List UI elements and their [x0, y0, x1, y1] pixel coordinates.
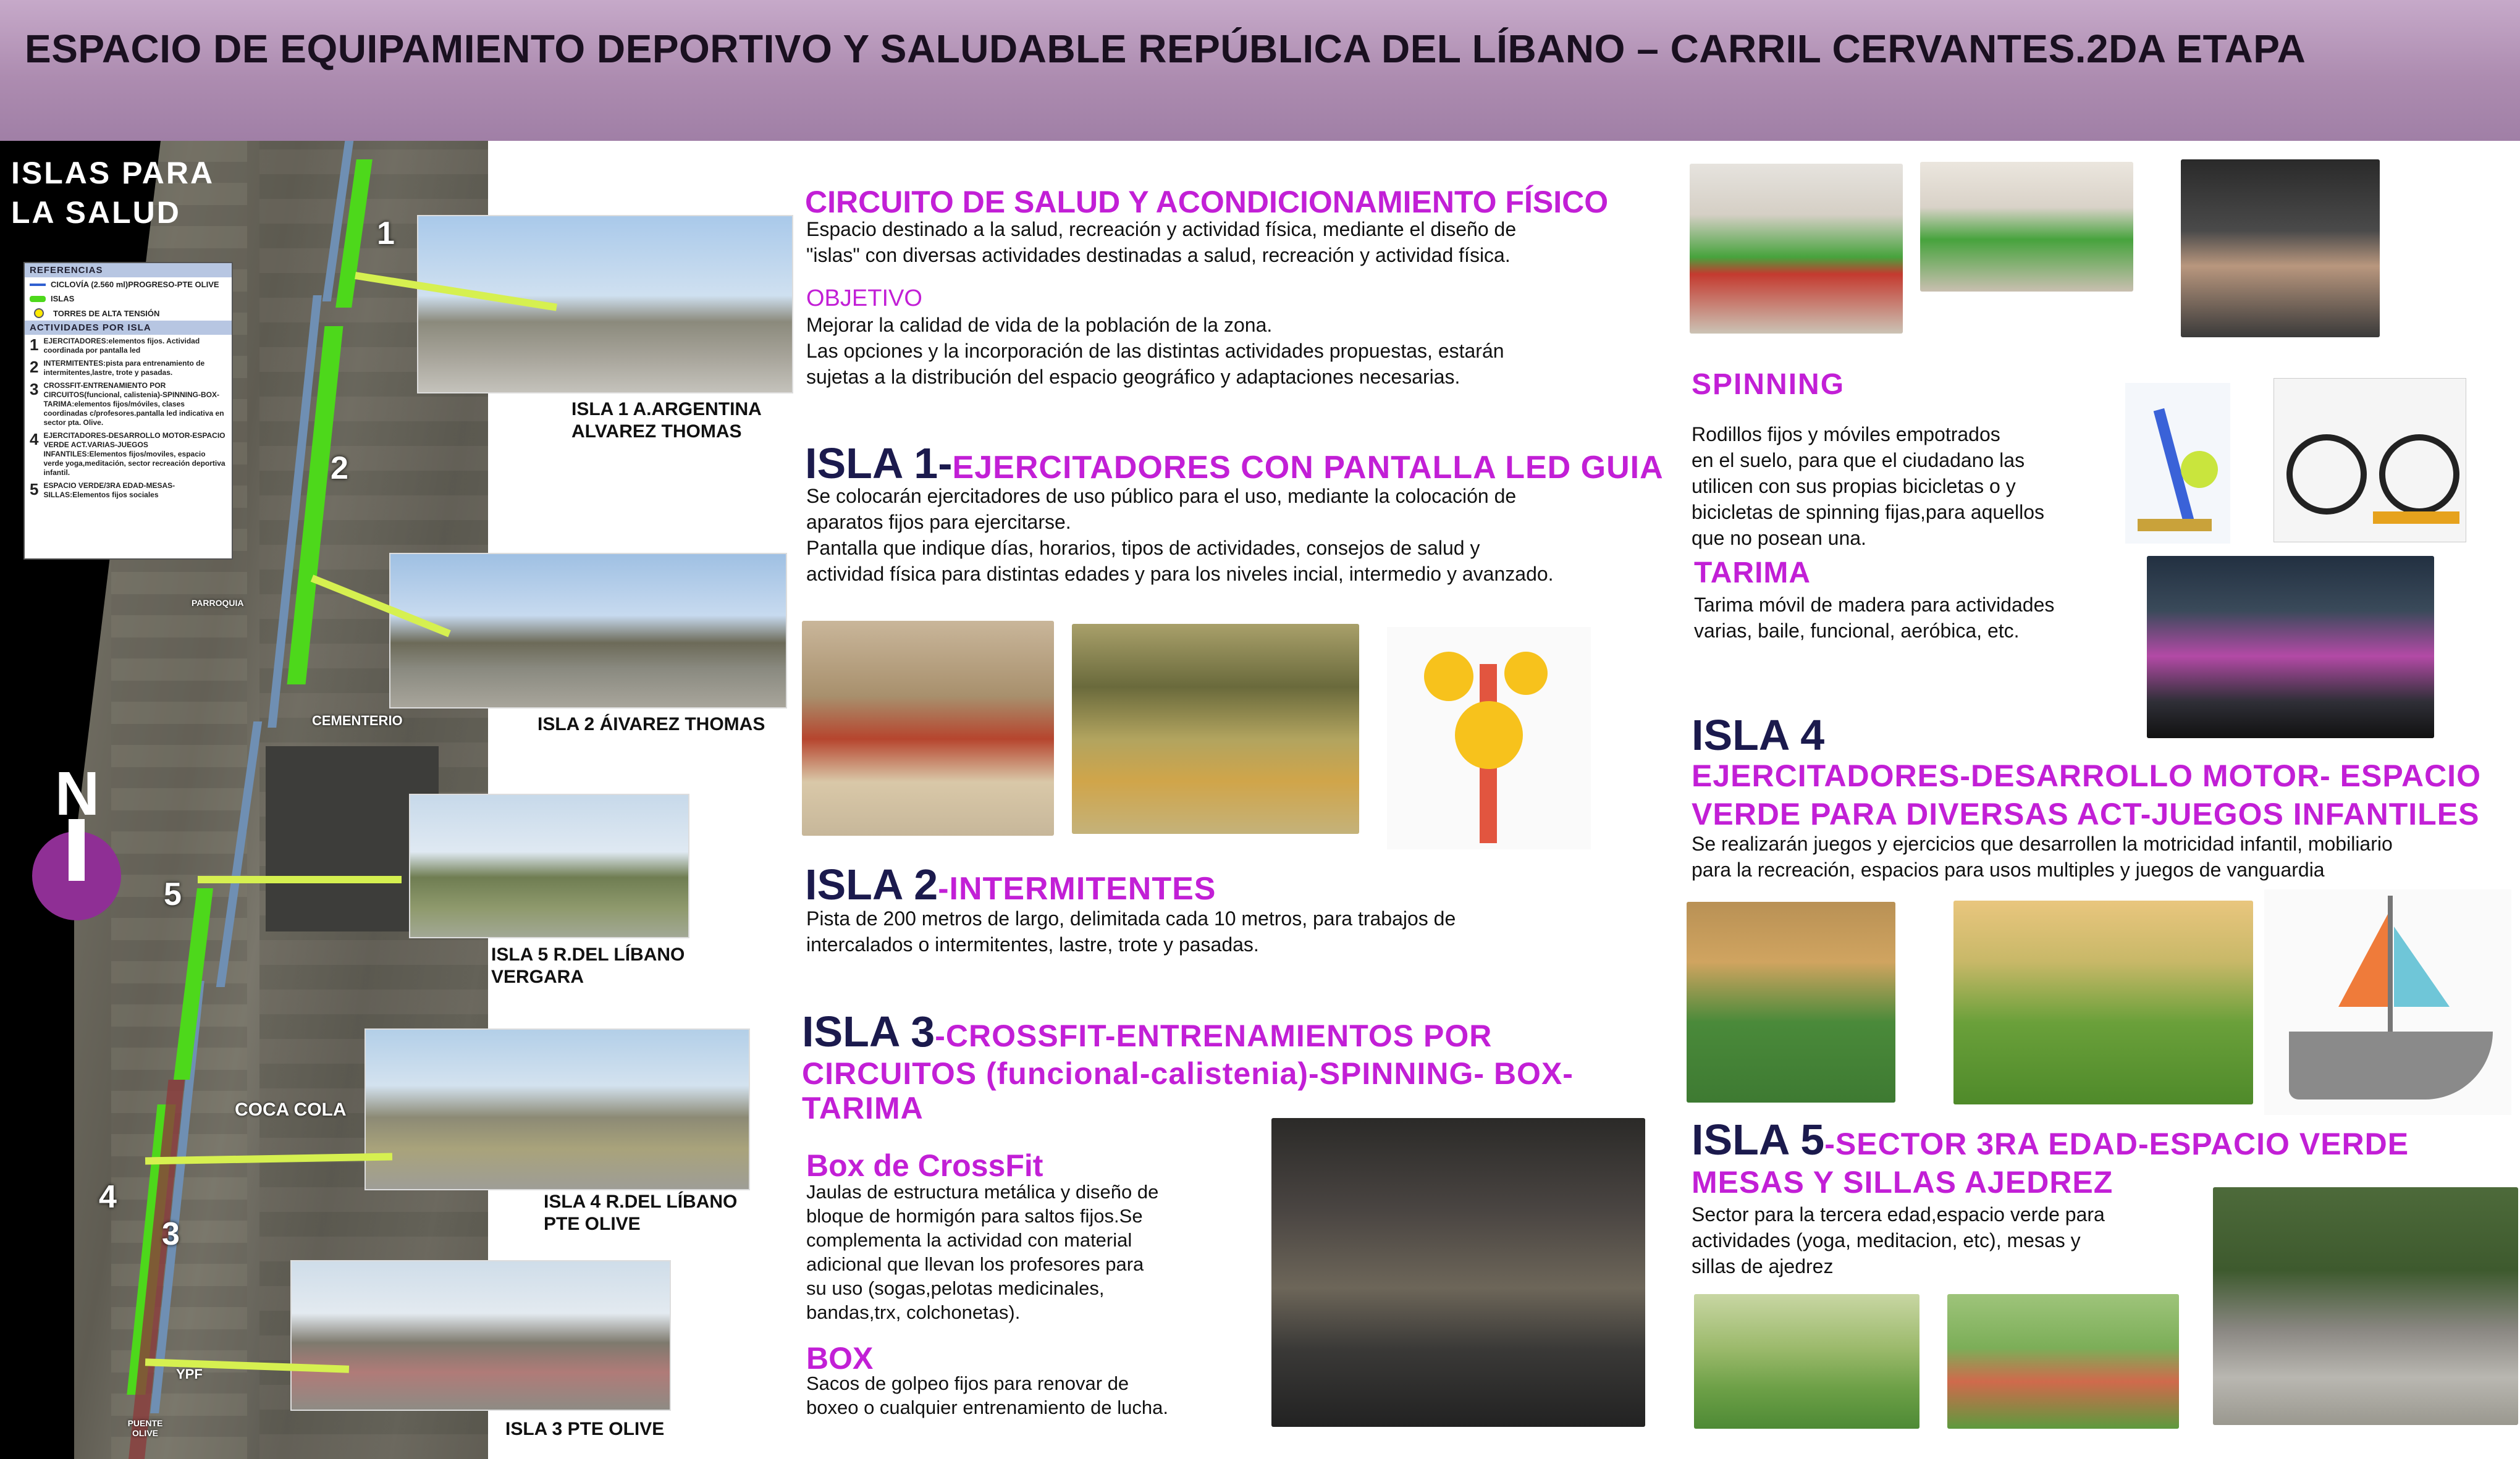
photo-bike-roller	[2273, 378, 2466, 542]
activity-text: ESPACIO VERDE/3RA EDAD-MESAS-SILLAS:Elementos fijos sociales	[43, 481, 175, 499]
bike-wheel-front	[2286, 434, 2367, 515]
crossfit-body	[806, 1180, 1158, 1324]
crossfit-line: Jaulas de estructura metálica y diseño de	[806, 1181, 1159, 1203]
caption-isla-4-line1: ISLA 4 R.DEL LÍBANO	[544, 1192, 738, 1212]
activity-number: 1	[30, 335, 39, 354]
ship-sail-orange	[2338, 914, 2388, 1007]
map-number-4: 4	[99, 1179, 117, 1215]
activity-text: EJERCITADORES-DESARROLLO MOTOR-ESPACIO VERDE ACT.VARIAS-JUEGOS INFANTILES:Elementos fijos/moviles, espacio verde yoga,meditación, sector recreación deportiva infantil.	[43, 431, 225, 477]
ejercitador-wheel-center	[1455, 701, 1523, 769]
ejercitador-wheel-right	[1504, 652, 1548, 695]
isla3-heading	[802, 1007, 1574, 1125]
ejercitador-wheel-left	[1424, 652, 1473, 701]
isla3-title-line2: CIRCUITOS (funcional-calistenia)-SPINNING- BOX-	[802, 1056, 1574, 1091]
box-line: boxeo o cualquier entrenamiento de lucha.	[806, 1397, 1168, 1418]
caption-isla-3: ISLA 3 PTE OLIVE	[505, 1419, 665, 1439]
map-label-coca-cola: COCA COLA	[235, 1100, 347, 1120]
isla1-heading	[805, 439, 1664, 488]
bikeway-line-icon	[30, 284, 46, 286]
legend-item-towers	[25, 306, 232, 321]
objetivo-line: sujetas a la distribución del espacio geográfico y adaptaciones necesarias.	[806, 366, 1460, 388]
crossfit-line: bloque de hormigón para saltos fijos.Se	[806, 1205, 1143, 1227]
activity-number: 3	[30, 380, 39, 398]
spin-bike-base	[2138, 519, 2212, 531]
circuito-body	[806, 216, 1516, 268]
isla4-line: Se realizarán juegos y ejercicios que desarrollen la motricidad infantil, mobiliario	[1692, 833, 2393, 855]
caption-isla-1-line1: ISLA 1 A.ARGENTINA	[571, 399, 762, 419]
photo-juegos-infantiles	[1687, 902, 1895, 1103]
isla1-line: Se colocarán ejercitadores de uso público para el uso, mediante la colocación de	[806, 485, 1517, 507]
isla2-heading	[805, 860, 1216, 909]
isla2-body	[806, 906, 1456, 957]
photo-playground-ship	[2264, 889, 2511, 1115]
isla5-title-line2: MESAS Y SILLAS AJEDREZ	[1692, 1165, 2113, 1200]
legend-item-islands	[25, 292, 232, 306]
photo-boxing-1	[1690, 164, 1903, 334]
isla5-title-line1: -SECTOR 3RA EDAD-ESPACIO VERDE	[1824, 1127, 2409, 1161]
legend-act-header: ACTIVIDADES POR ISLA	[25, 321, 232, 335]
caption-isla-4	[544, 1191, 737, 1235]
isla2-line: intercalados o intermitentes, lastre, trote y pasadas.	[806, 933, 1259, 956]
activity-text: INTERMITENTES:pista para entrenamiento de intermitentes,lastre, trote y pasadas.	[43, 359, 205, 377]
isla4-title-line1: EJERCITADORES-DESARROLLO MOTOR- ESPACIO	[1692, 759, 2481, 793]
photo-yoga-parque	[1953, 901, 2253, 1104]
ship-hull	[2289, 1032, 2493, 1100]
activity-text: CROSSFIT-ENTRENAMIENTO POR CIRCUITOS(funcional, calistenia)-SPINNING-BOX-TARIMA:elementos fijos/móviles, clases coordinadas c/profesores.pantalla led indicativa en sector pta. Olive.	[43, 381, 224, 427]
isla3-title-line1: -CROSSFIT-ENTRENAMIENTOS POR	[935, 1019, 1493, 1053]
photo-boxing-2	[1920, 162, 2133, 292]
photo-mesas-ajedrez	[2213, 1187, 2518, 1425]
circuito-body-line: "islas" con diversas actividades destinadas a salud, recreación y actividad física.	[806, 244, 1511, 266]
legend-activity	[25, 479, 232, 502]
isla4-line: para la recreación, espacios para usos multiples y juegos de vanguardia	[1692, 859, 2325, 881]
activity-number: 5	[30, 480, 39, 498]
legend-activity	[25, 357, 232, 379]
caption-isla-2: ISLA 2 ÁIVAREZ THOMAS	[537, 714, 765, 734]
legend-activity	[25, 335, 232, 357]
caption-isla-1-line2: ALVAREZ THOMAS	[571, 421, 742, 442]
map-label-cementerio: CEMENTERIO	[312, 713, 403, 728]
spinning-line: que no posean una.	[1692, 527, 1866, 549]
crossfit-title: Box de CrossFit	[806, 1148, 1043, 1183]
objetivo-body	[806, 312, 1504, 390]
crossfit-line: complementa la actividad con material	[806, 1229, 1132, 1251]
map-number-1: 1	[377, 216, 395, 251]
isla5-line: sillas de ajedrez	[1692, 1255, 1834, 1277]
spinning-line: en el suelo, para que el ciudadano las	[1692, 449, 2025, 471]
isla2-line: Pista de 200 metros de largo, delimitada cada 10 metros, para trabajos de	[806, 907, 1456, 930]
crossfit-line: bandas,trx, colchonetas).	[806, 1301, 1021, 1323]
caption-isla-5-line1: ISLA 5 R.DEL LÍBANO	[491, 944, 685, 965]
bike-wheel-rear	[2379, 434, 2459, 515]
caption-isla-5	[491, 944, 685, 988]
ship-mast	[2388, 896, 2393, 1038]
legend-activity	[25, 429, 232, 479]
isla4-title	[1692, 757, 2481, 833]
isla1-line: actividad física para distintas edades y para los niveles incial, intermedio y avanzado.	[806, 563, 1554, 585]
photo-tercera-edad-2	[1947, 1294, 2179, 1429]
photo-isla-1-street	[417, 215, 793, 393]
spinning-body	[1692, 421, 2044, 551]
photo-ejercitador-product	[1387, 627, 1591, 849]
isla2-prefix: ISLA 2	[805, 860, 938, 909]
isla5-heading	[1692, 1115, 2409, 1164]
isla5-body	[1692, 1201, 2105, 1279]
map-label-ypf: YPF	[176, 1366, 203, 1382]
isla5-line: actividades (yoga, meditacion, etc), mesas y	[1692, 1229, 2081, 1251]
pointer-arrow-5	[198, 876, 402, 883]
crossfit-line: adicional que llevan los profesores para	[806, 1253, 1144, 1275]
islas-title-line1: ISLAS PARA	[11, 156, 215, 190]
tarima-body	[1694, 592, 2054, 644]
island-swatch-icon	[30, 296, 46, 302]
isla1-prefix: ISLA 1-	[805, 439, 953, 487]
photo-tercera-edad-1	[1694, 1294, 1919, 1429]
box-line: Sacos de golpeo fijos para renovar de	[806, 1373, 1129, 1394]
map-label-parroquia: PARROQUIA	[192, 598, 244, 608]
photo-spinning-bike	[2125, 383, 2230, 544]
isla5-line: Sector para la tercera edad,espacio verde para	[1692, 1203, 2105, 1226]
legend-activity	[25, 379, 232, 429]
tower-dot-icon	[34, 308, 44, 318]
north-label: N	[54, 759, 100, 828]
circuito-title: CIRCUITO DE SALUD Y ACONDICIONAMIENTO FÍSICO	[805, 185, 1609, 219]
objetivo-heading: OBJETIVO	[806, 285, 922, 311]
crossfit-line: su uso (sogas,pelotas medicinales,	[806, 1277, 1105, 1299]
activity-text: EJERCITADORES:elementos fijos. Actividad coordinada por pantalla led	[43, 337, 200, 355]
isla4-title-line2: VERDE PARA DIVERSAS ACT-JUEGOS INFANTILES	[1692, 797, 2480, 831]
photo-boxing-3	[2181, 159, 2380, 337]
isla4-prefix: ISLA 4	[1692, 711, 1825, 759]
photo-isla-4-street	[365, 1028, 750, 1190]
caption-isla-4-line2: PTE OLIVE	[544, 1214, 641, 1234]
tarima-title: TARIMA	[1694, 557, 1811, 589]
spinning-line: bicicletas de spinning fijas,para aquellos	[1692, 501, 2045, 523]
box-title: BOX	[806, 1341, 874, 1376]
isla1-line: aparatos fijos para ejercitarse.	[806, 511, 1071, 533]
photo-ejercitadores-2	[1072, 624, 1359, 834]
map-number-3: 3	[162, 1216, 180, 1252]
map-number-5: 5	[164, 877, 182, 912]
caption-isla-1	[571, 398, 762, 443]
objetivo-line: Las opciones y la incorporación de las distintas actividades propuestas, estarán	[806, 340, 1504, 362]
spinning-title: SPINNING	[1692, 368, 1845, 401]
isla3-prefix: ISLA 3	[802, 1007, 935, 1056]
box-body	[806, 1371, 1168, 1419]
photo-isla-5-street	[409, 794, 689, 938]
activity-number: 2	[30, 358, 39, 376]
photo-tarima	[2147, 556, 2434, 738]
page-title: ESPACIO DE EQUIPAMIENTO DEPORTIVO Y SALUDABLE REPÚBLICA DEL LÍBANO – CARRIL CERVANTES.2DA ETAPA	[25, 27, 2306, 71]
legend-item-label: CICLOVÍA (2.560 ml)PROGRESO-PTE OLIVE	[51, 280, 219, 289]
objetivo-line: Mejorar la calidad de vida de la población de la zona.	[806, 314, 1273, 336]
legend-box	[23, 262, 233, 560]
bike-roller-stand	[2373, 511, 2459, 524]
isla1-title: EJERCITADORES CON PANTALLA LED GUIA	[952, 450, 1664, 486]
isla4-body	[1692, 831, 2393, 883]
legend-ref-header: REFERENCIAS	[25, 263, 232, 277]
isla2-title: -INTERMITENTES	[938, 871, 1216, 907]
legend-item-bikeway	[25, 277, 232, 292]
activity-number: 4	[30, 430, 39, 448]
isla5-prefix: ISLA 5	[1692, 1116, 1825, 1164]
spin-bike-wheel	[2181, 451, 2218, 488]
photo-ejercitadores-1	[802, 621, 1054, 836]
photo-crossfit-box	[1271, 1118, 1645, 1427]
islas-title	[11, 153, 214, 232]
spinning-line: utilicen con sus propias bicicletas o y	[1692, 475, 2016, 497]
isla1-body	[806, 483, 1554, 587]
islas-title-line2: LA SALUD	[11, 195, 181, 230]
circuito-body-line: Espacio destinado a la salud, recreación y actividad física, mediante el diseño de	[806, 218, 1517, 240]
spinning-line: Rodillos fijos y móviles empotrados	[1692, 423, 2000, 445]
isla1-line: Pantalla que indique días, horarios, tipos de actividades, consejos de salud y	[806, 537, 1480, 559]
ship-sail-blue	[2394, 927, 2450, 1007]
caption-isla-5-line2: VERGARA	[491, 967, 584, 987]
tarima-line: varias, baile, funcional, aeróbica, etc.	[1694, 620, 2020, 642]
legend-item-label: ISLAS	[51, 294, 75, 303]
legend-item-label: TORRES DE ALTA TENSIÓN	[53, 308, 160, 318]
photo-isla-3-street	[290, 1260, 671, 1411]
isla3-title-line3: TARIMA	[802, 1091, 924, 1125]
map-label-puente-olive: PUENTE OLIVE	[127, 1418, 163, 1438]
tarima-line: Tarima móvil de madera para actividades	[1694, 594, 2055, 616]
map-number-2: 2	[331, 450, 348, 486]
